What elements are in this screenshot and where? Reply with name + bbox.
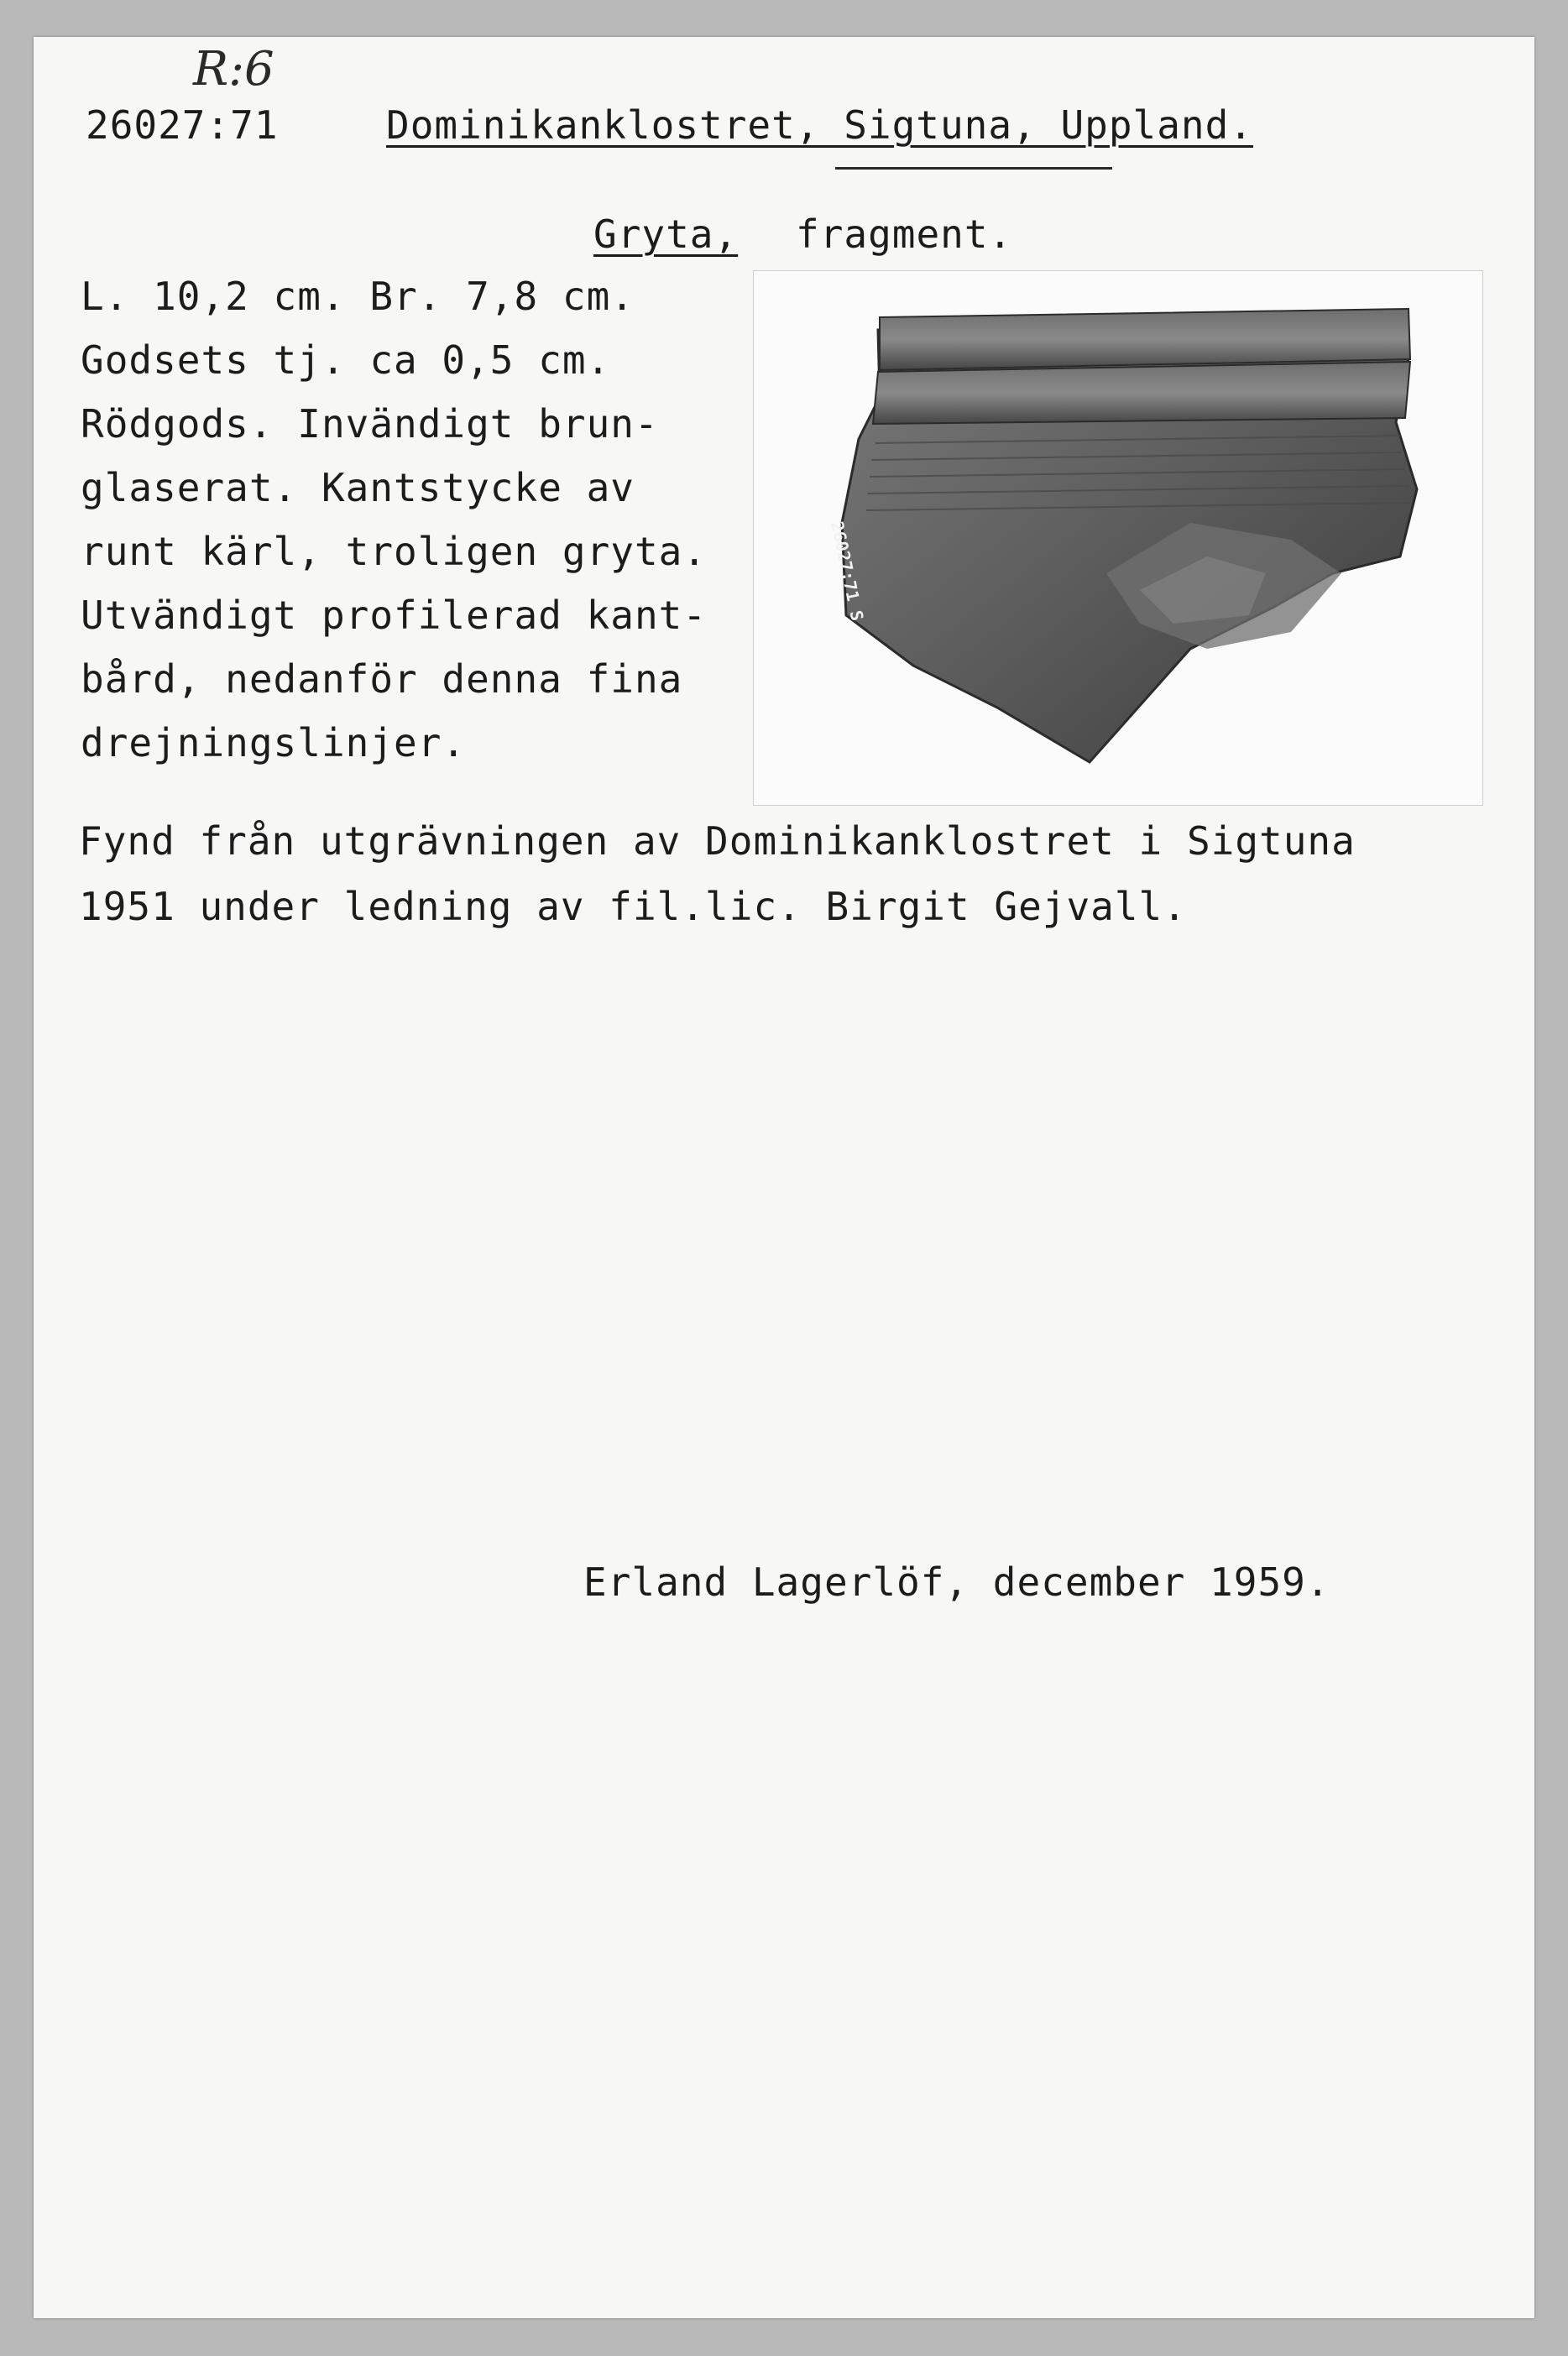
catalog-number: 26027:71 — [86, 102, 279, 148]
artifact-photo — [753, 270, 1483, 806]
description-line: drejningslinjer. — [81, 720, 467, 765]
signature-line: Erland Lagerlöf, december 1959. — [583, 1559, 1330, 1605]
find-line: 1951 under ledning av fil.lic. Birgit Gejvall. — [79, 884, 1187, 929]
description-line: bård, nedanför denna fina — [81, 656, 683, 702]
description-line: runt kärl, troligen gryta. — [81, 529, 708, 574]
description-line: Utvändigt profilerad kant- — [81, 593, 708, 638]
catalog-card — [34, 37, 1534, 2318]
object-title: Gryta, — [593, 212, 739, 257]
description-line: glaserat. Kantstycke av — [81, 465, 635, 510]
heading-rule — [835, 167, 1112, 170]
description-line: Godsets tj. ca 0,5 cm. — [81, 337, 611, 383]
object-subtitle: fragment. — [796, 212, 1013, 257]
photo-label: 26027:71 S — [827, 520, 868, 623]
location-heading: Dominikanklostret, Sigtuna, Uppland. — [386, 102, 1253, 148]
description-line: Rödgods. Invändigt brun- — [81, 401, 659, 447]
handwritten-mark: R:6 — [193, 42, 274, 97]
find-line: Fynd från utgrävningen av Dominikanklostret i Sigtuna — [79, 818, 1356, 864]
pottery-fragment-image — [754, 271, 1482, 805]
description-line: L. 10,2 cm. Br. 7,8 cm. — [81, 274, 635, 319]
